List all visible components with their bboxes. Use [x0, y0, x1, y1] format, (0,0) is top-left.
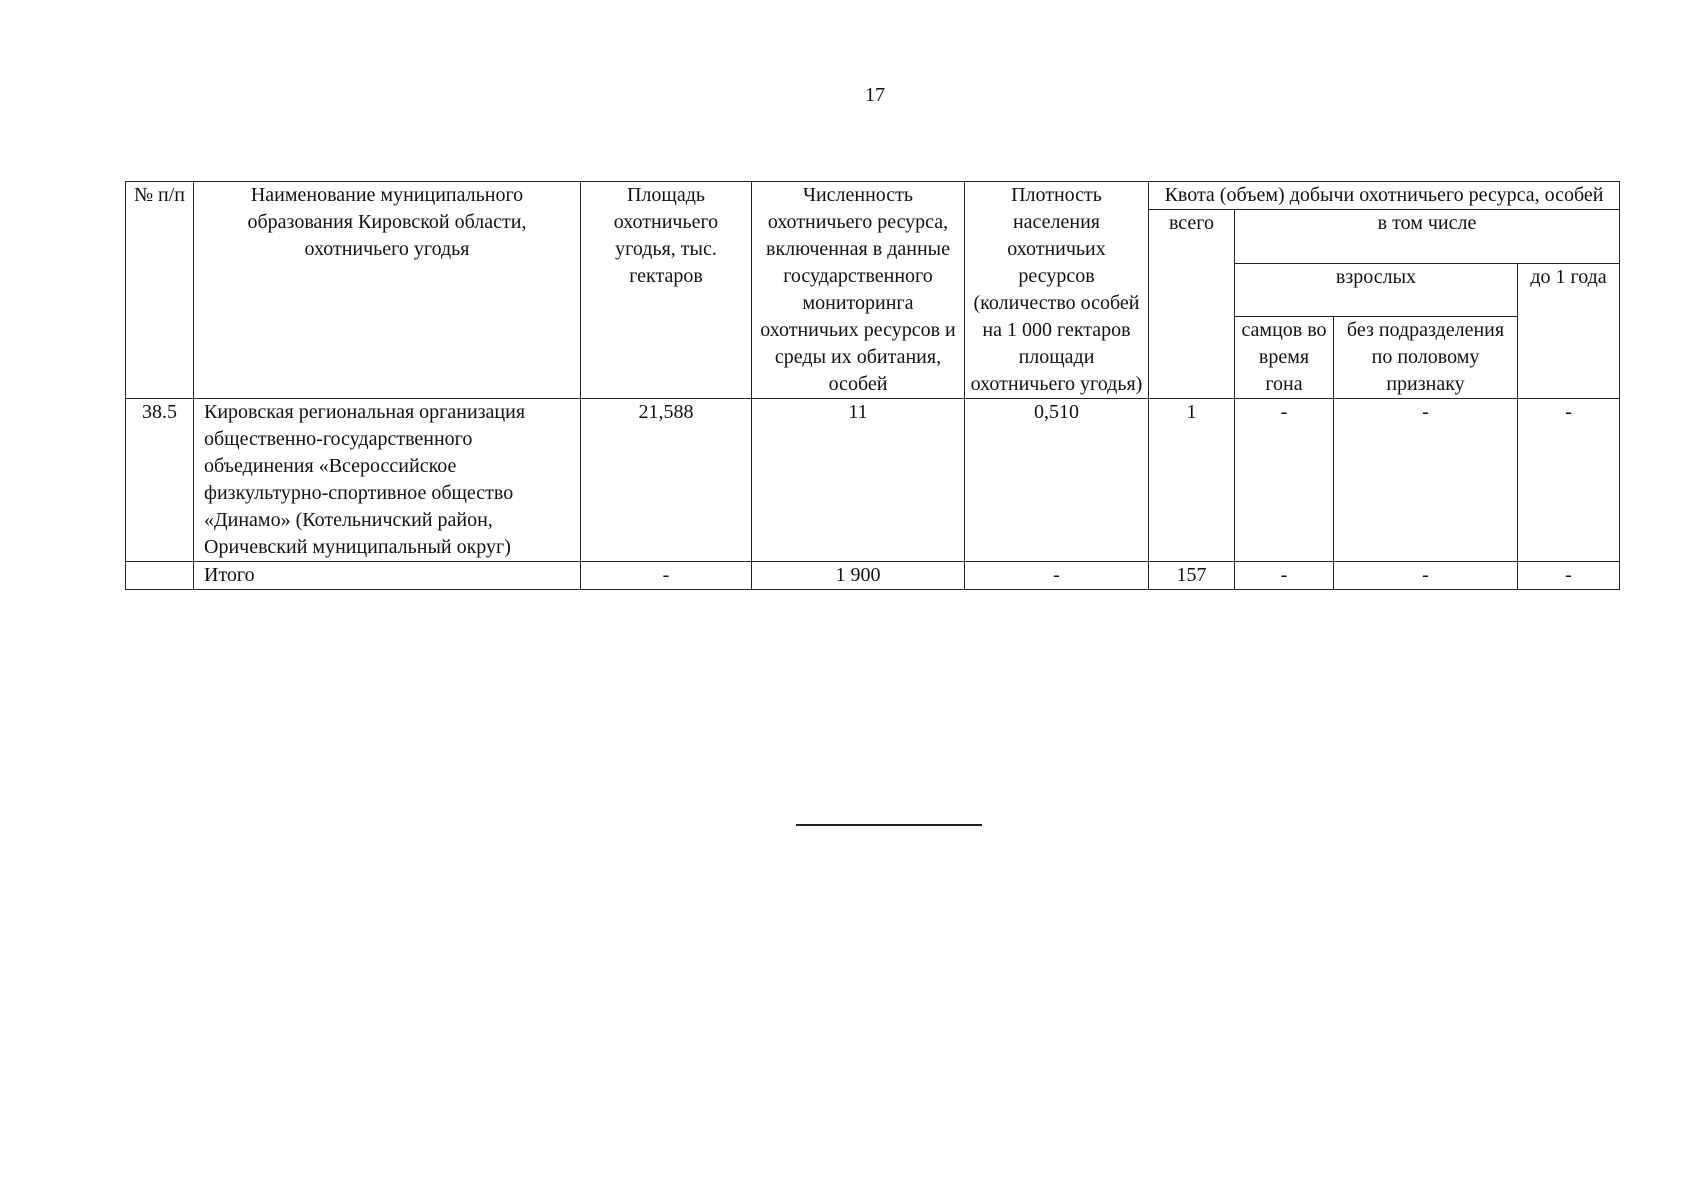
hunting-quota-table — [125, 181, 1620, 590]
total-area: - — [581, 562, 752, 590]
table-row — [126, 399, 1620, 562]
cell-name: Кировская региональная организация общественно-государственного объединения «Всероссийское физкультурно-спортивное общество «Динамо» (Котельничский район, Оричевский муниципальный округ) — [194, 399, 581, 562]
cell-males-rut: - — [1235, 399, 1334, 562]
total-males-rut: - — [1235, 562, 1334, 590]
cell-density: 0,510 — [965, 399, 1149, 562]
header-under-one: до 1 года — [1518, 263, 1620, 399]
header-area: Площадь охотничьего угодья, тыс. гектаров — [581, 182, 752, 399]
total-no-sex: - — [1334, 562, 1518, 590]
cell-no-sex: - — [1334, 399, 1518, 562]
page-number: 17 — [865, 84, 885, 106]
total-under-one: - — [1518, 562, 1620, 590]
end-of-table-rule — [796, 824, 982, 826]
header-including: в том числе — [1235, 210, 1620, 264]
header-no-sex: без подразделения по половому признаку — [1334, 317, 1518, 399]
total-population: 1 900 — [752, 562, 965, 590]
header-num: № п/п — [126, 182, 194, 399]
total-num — [126, 562, 194, 590]
header-density: Плотность населения охотничьих ресурсов (количество особей на 1 000 гектаров площади охотничьего угодья) — [965, 182, 1149, 399]
header-total: всего — [1149, 210, 1235, 399]
total-row — [126, 562, 1620, 590]
cell-population: 11 — [752, 399, 965, 562]
cell-total: 1 — [1149, 399, 1235, 562]
cell-area: 21,588 — [581, 399, 752, 562]
cell-num: 38.5 — [126, 399, 194, 562]
header-quota: Квота (объем) добычи охотничьего ресурса, особей — [1149, 182, 1620, 210]
header-row-1 — [126, 182, 1620, 210]
cell-under-one: - — [1518, 399, 1620, 562]
header-population: Численность охотничьего ресурса, включенная в данные государственного мониторинга охотничьих ресурсов и среды их обитания, особей — [752, 182, 965, 399]
header-males-rut: самцов во время гона — [1235, 317, 1334, 399]
header-name: Наименование муниципального образования Кировской области, охотничьего угодья — [194, 182, 581, 399]
total-label: Итого — [194, 562, 581, 590]
total-density: - — [965, 562, 1149, 590]
total-total: 157 — [1149, 562, 1235, 590]
header-adults: взрослых — [1235, 263, 1518, 317]
